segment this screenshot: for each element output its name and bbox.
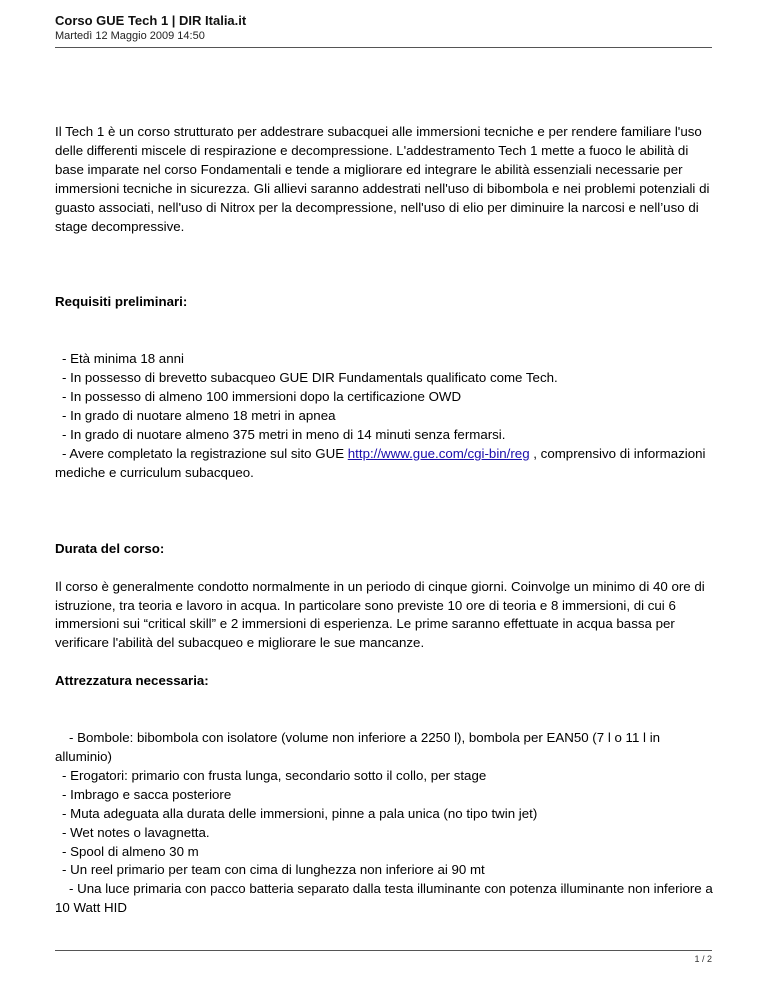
document-title: Corso GUE Tech 1 | DIR Italia.it [55,13,247,28]
list-item: - Età minima 18 anni [62,351,184,367]
requisiti-list [55,350,719,482]
list-item: - Imbrago e sacca posteriore [62,786,232,802]
intro-paragraph: Il Tech 1 è un corso strutturato per addestrare subacquei alle immersioni tecniche e per rendere familiare l'uso delle differenti miscele di respirazione e decompressione. L'addestramento Tech 1 mette a fuoco le abilità di base imparate nel corso Fondamentali e tende a migliorare ed integrare le abilità essenziali necessarie per immersioni tecniche in sicurezza. Gli allievi saranno addestrati nell'uso di bibombola e nei problemi potenziali di guasto associati, nell'uso di Nitrox per la decompressione, nell'uso di elio per diminuire la narcosi e nell’uso di stage decompressive. [55,124,710,234]
list-item: - Erogatori: primario con frusta lunga, secondario sotto il collo, per stage [62,767,487,783]
spacer [55,236,719,293]
spacer [55,559,719,578]
document-body [55,123,719,918]
list-item: - Muta adeguata alla durata delle immersioni, pinne a pala unica (no tipo twin jet) [62,805,538,821]
gue-registration-link[interactable]: http://www.gue.com/cgi-bin/reg [347,445,530,461]
spacer [55,691,719,729]
page-footer [55,950,712,964]
attrezzatura-list [55,729,719,918]
attrezzatura-heading: Attrezzatura necessaria: [55,673,209,689]
header-divider [55,47,712,48]
list-item: - In possesso di almeno 100 immersioni dopo la certificazione OWD [62,389,462,405]
registration-text-suffix: , comprensivo di informazioni mediche e curriculum subacqueo. [55,445,706,480]
registration-text: - Avere completato la registrazione sul sito GUE [62,445,348,461]
durata-paragraph: Il corso è generalmente condotto normalmente in un periodo di cinque giorni. Coinvolge un minimo di 40 ore di istruzione, tra teoria e lavoro in acqua. In particolare sono previste 10 ore di teoria e 8 immersioni, di cui 6 immersioni sui “critical skill” e 2 immersioni di esperienza. Le prime saranno effettuate in acqua bassa per verificare l'abilità del subacqueo e migliorare le sue mancanze. [55,578,705,651]
spacer [55,483,719,540]
footer-divider [55,950,712,951]
requisiti-heading: Requisiti preliminari: [55,294,188,310]
document-date: Martedì 12 Maggio 2009 14:50 [55,30,205,42]
list-item: - Un reel primario per team con cima di lunghezza non inferiore ai 90 mt [62,862,485,878]
page-number: 1 / 2 [694,954,712,964]
list-item: - In possesso di brevetto subacqueo GUE DIR Fundamentals qualificato come Tech. [62,370,558,386]
list-item: - Una luce primaria con pacco batteria separato dalla testa illuminante con potenza illuminante non inferiore a 10 Watt HID [55,881,713,916]
list-item: - In grado di nuotare almeno 375 metri in meno di 14 minuti senza fermarsi. [62,426,506,442]
list-item: - Bombole: bibombola con isolatore (volume non inferiore a 2250 l), bombola per EAN50 (7 l o 11 l in alluminio) [55,730,661,765]
list-item [55,445,719,483]
list-item: - Spool di almeno 30 m [62,843,199,859]
durata-heading: Durata del corso: [55,540,165,556]
list-item: - In grado di nuotare almeno 18 metri in apnea [62,408,336,424]
list-item: - Wet notes o lavagnetta. [62,824,210,840]
page-header [55,13,712,48]
spacer [55,653,719,672]
spacer [55,312,719,350]
